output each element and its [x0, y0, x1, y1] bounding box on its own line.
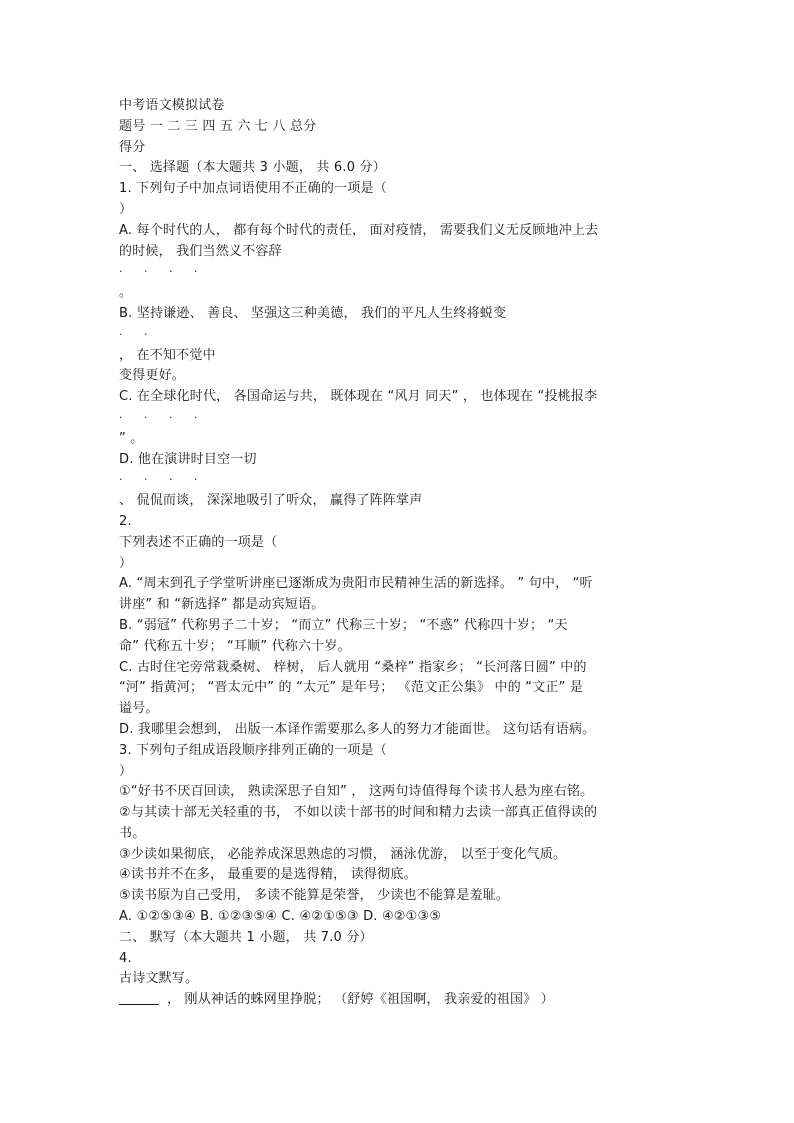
document-line: ④读书并不在多， 最重要的是选得精， 读得彻底。 [119, 867, 417, 883]
blank-prompt-text: ， 刚从神话的蛛网里挣脱； （舒婷《祖国啊， 我亲爱的祖国》 ） [167, 992, 554, 1008]
document-line: A. 每个时代的人， 都有每个时代的责任， 面对疫情， 需要我们义无反顾地冲上去 [119, 222, 599, 238]
document-line: B. 坚持谦逊、 善良、 坚强这三种美德， 我们的平凡人生终将蜕变 [119, 305, 507, 321]
document-line: 1. 下列句子中加点词语使用不正确的一项是（ [119, 181, 387, 197]
emphasis-dots-line [119, 408, 699, 429]
document-line: ①“好书不厌百回读， 熟读深思子自知” ， 这两句诗值得每个读书人悬为座右铭。 [119, 784, 594, 800]
document-line: 题号 一 二 三 四 五 六 七 八 总分 [119, 118, 317, 134]
document-line: 中考语文模拟试卷 [119, 98, 225, 113]
document-line: ） [119, 201, 133, 217]
emphasis-dots: · · · · [119, 473, 207, 487]
document-line: B. “弱冠” 代称男子二十岁； “而立” 代称三十岁； “不惑” 代称四十岁； “天 [119, 617, 568, 633]
answer-blank[interactable] [119, 992, 159, 1005]
emphasis-dots-line [119, 262, 699, 283]
document-line: ③少读如果彻底， 必能养成深思熟虑的习惯， 涵泳优游， 以至于变化气质。 [119, 846, 567, 862]
document-line: 。 [119, 285, 133, 301]
document-line: 书。 [119, 825, 146, 841]
document-line: 的时候， 我们当然义不容辞 [119, 243, 282, 259]
emphasis-dots: · · · · [119, 265, 207, 279]
emphasis-dots: · · · · [119, 410, 207, 424]
document-line: A. ①②⑤③④ B. ①②③⑤④ C. ④②①⑤③ D. ④②①③⑤ [119, 909, 442, 925]
document-line: C. 古时住宅旁常栽桑树、 梓树， 后人就用 “桑梓” 指家乡； “长河落日圆” 中的 [119, 659, 587, 675]
document-line: ） [119, 763, 133, 779]
document-line: 一、 选择题（本大题共 3 小题， 共 6.0 分） [119, 160, 386, 176]
document-line: D. 我哪里会想到， 出版一本译作需要那么多人的努力才能面世。 这句话有语病。 [119, 721, 596, 737]
document-line: 得分 [119, 139, 146, 155]
document-line: D. 他在演讲时目空一切 [119, 451, 257, 467]
document-line: 下列表述不正确的一项是（ [119, 534, 278, 550]
document-line: 2. [119, 513, 132, 529]
document-line: 讲座” 和 “新选择” 都是动宾短语。 [119, 597, 325, 613]
document-line: 古诗文默写。 [119, 971, 199, 987]
document-line: 谥号。 [119, 701, 159, 717]
document-line: 变得更好。 [119, 368, 186, 384]
document-line: ⑤读书原为自己受用， 多读不能算是荣誉， 少读也不能算是羞耻。 [119, 888, 510, 904]
emphasis-dots: · · [119, 327, 157, 341]
document-line: ②与其读十部无关轻重的书， 不如以读十部书的时间和精力去读一部真正值得读的 [119, 805, 598, 821]
document-line: 命” 代称五十岁； “耳顺” 代称六十岁。 [119, 638, 351, 654]
document-line: ） [119, 555, 133, 571]
document-line: 、 侃侃而谈， 深深地吸引了听众， 赢得了阵阵掌声 [119, 493, 423, 509]
fill-in-blank-line [119, 990, 699, 1011]
document-line: 4. [119, 950, 132, 966]
exam-document [119, 96, 699, 1011]
document-line: A. “周末到孔子学堂听讲座已逐渐成为贵阳市民精神生活的新选择。 ” 句中， “听 [119, 576, 593, 592]
document-line: “河” 指黄河； “晋太元中” 的 “太元” 是年号； 《范文正公集》 中的 “文正” 是 [119, 680, 584, 696]
document-line: C. 在全球化时代， 各国命运与共， 既体现在 “风月 同天” ， 也体现在 “投桃报李 [119, 389, 598, 405]
emphasis-dots-line [119, 470, 699, 491]
document-line: ， 在不知不觉中 [119, 347, 216, 363]
document-line: 3. 下列句子组成语段顺序排列正确的一项是（ [119, 742, 387, 758]
emphasis-dots-line [119, 325, 699, 346]
document-line: 二、 默写（本大题共 1 小题， 共 7.0 分） [119, 929, 373, 945]
document-line: ” 。 [119, 430, 144, 446]
